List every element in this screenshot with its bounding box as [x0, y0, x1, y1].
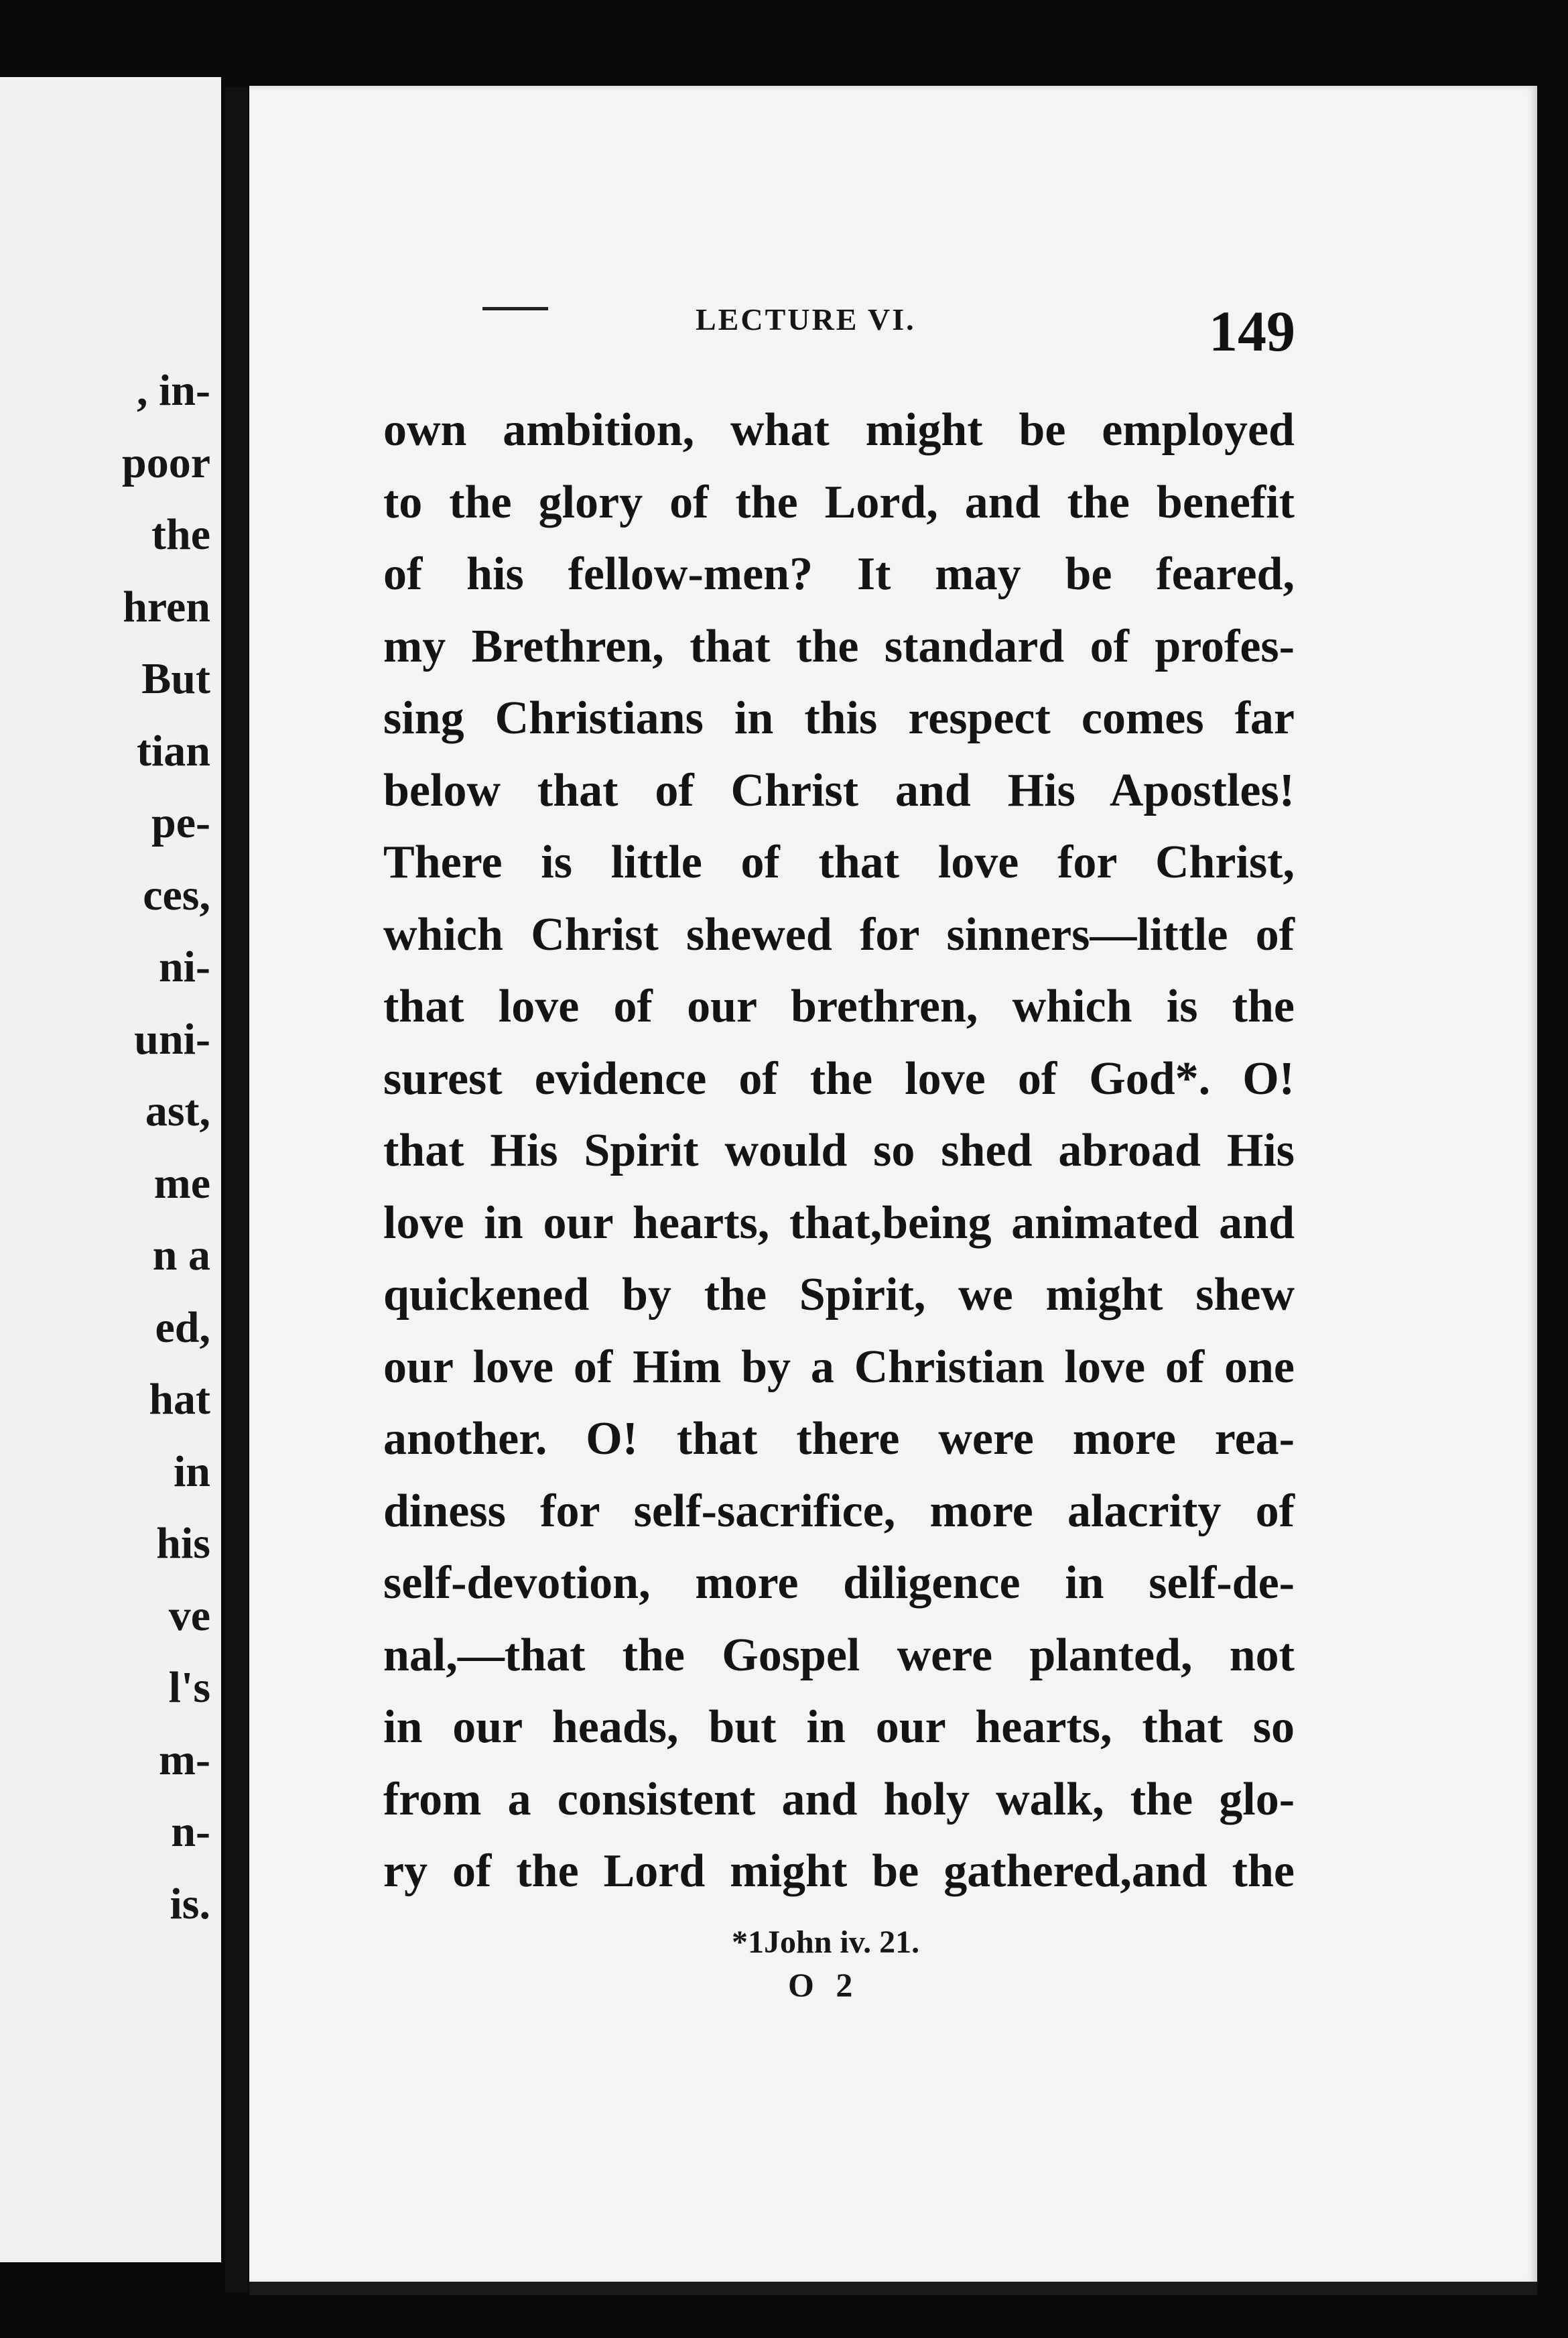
- text-line: from a consistent and holy walk, the glo-: [383, 1773, 1295, 1825]
- left-page-line-fragment: uni-: [134, 1014, 210, 1064]
- left-page-line-fragment: poor: [122, 438, 210, 487]
- left-page-line-fragment: , in-: [136, 366, 210, 415]
- left-page-line-fragment: the: [151, 510, 210, 559]
- left-page-line-fragment: is.: [170, 1879, 210, 1928]
- text-line: own ambition, what might be employed: [383, 404, 1295, 456]
- text-line: below that of Christ and His Apostles!: [383, 764, 1295, 816]
- left-page-line-fragment: tian: [136, 726, 210, 776]
- text-line: to the glory of the Lord, and the benefit: [383, 476, 1295, 528]
- left-page-line-fragment: his: [156, 1519, 210, 1568]
- footnote: *1John iv. 21.: [732, 1924, 920, 1960]
- left-page-line-fragment: m-: [159, 1735, 210, 1784]
- text-line: that love of our brethren, which is the: [383, 981, 1295, 1032]
- left-page-line-fragment: ast,: [145, 1087, 210, 1135]
- text-line: love in our hearts, that,being animated and: [383, 1196, 1295, 1249]
- left-page-line-fragment: But: [141, 654, 210, 703]
- text-line: quickened by the Spirit, we might shew: [383, 1269, 1295, 1320]
- page-edge-shadow: [249, 2282, 1537, 2295]
- right-page: [249, 86, 1537, 2284]
- text-line: sing Christians in this respect comes far: [383, 692, 1295, 744]
- left-page-line-fragment: hat: [149, 1375, 210, 1424]
- left-page-line-fragment: n a: [152, 1231, 210, 1280]
- text-line: of his fellow-men? It may be feared,: [383, 548, 1295, 600]
- left-page-line-fragment: ces,: [143, 870, 210, 920]
- text-line: which Christ shewed for sinners—little of: [383, 908, 1295, 961]
- text-line: my Brethren, that the standard of profes-: [383, 620, 1295, 672]
- left-page-line-fragment: ed,: [155, 1302, 210, 1352]
- left-page-line-fragment: hren: [123, 582, 210, 631]
- text-line: surest evidence of the love of God*. O!: [383, 1052, 1295, 1105]
- header-rule: [482, 307, 548, 310]
- text-line: another. O! that there were more rea-: [383, 1413, 1295, 1465]
- left-page-fragment: [0, 77, 221, 2262]
- left-page-line-fragment: pe-: [151, 798, 210, 847]
- text-line: There is little of that love for Christ,: [383, 837, 1295, 888]
- left-page-line-fragment: in: [173, 1447, 210, 1496]
- left-page-line-fragment: n-: [171, 1807, 210, 1856]
- text-line: self-devotion, more diligence in self-de-: [383, 1557, 1295, 1609]
- left-page-line-fragment: l's: [168, 1663, 210, 1712]
- left-page-line-fragment: ve: [168, 1591, 210, 1640]
- page-number: 149: [1209, 299, 1295, 363]
- signature-mark: O 2: [788, 1966, 860, 2004]
- text-line: our love of Him by a Christian love of one: [383, 1341, 1295, 1393]
- book-gutter: [225, 87, 248, 2292]
- text-line: diness for self-sacrifice, more alacrity of: [383, 1485, 1295, 1537]
- text-line: nal,—that the Gospel were planted, not: [383, 1629, 1295, 1681]
- text-line: in our heads, but in our hearts, that so: [383, 1701, 1295, 1753]
- running-head: LECTURE VI.: [696, 302, 916, 336]
- text-line: ry of the Lord might be gathered,and the: [383, 1845, 1295, 1897]
- text-line: that His Spirit would so shed abroad His: [383, 1125, 1295, 1176]
- body-text: [383, 394, 1295, 1908]
- left-page-line-fragment: ni-: [158, 942, 210, 991]
- left-page-line-fragment: me: [153, 1158, 210, 1208]
